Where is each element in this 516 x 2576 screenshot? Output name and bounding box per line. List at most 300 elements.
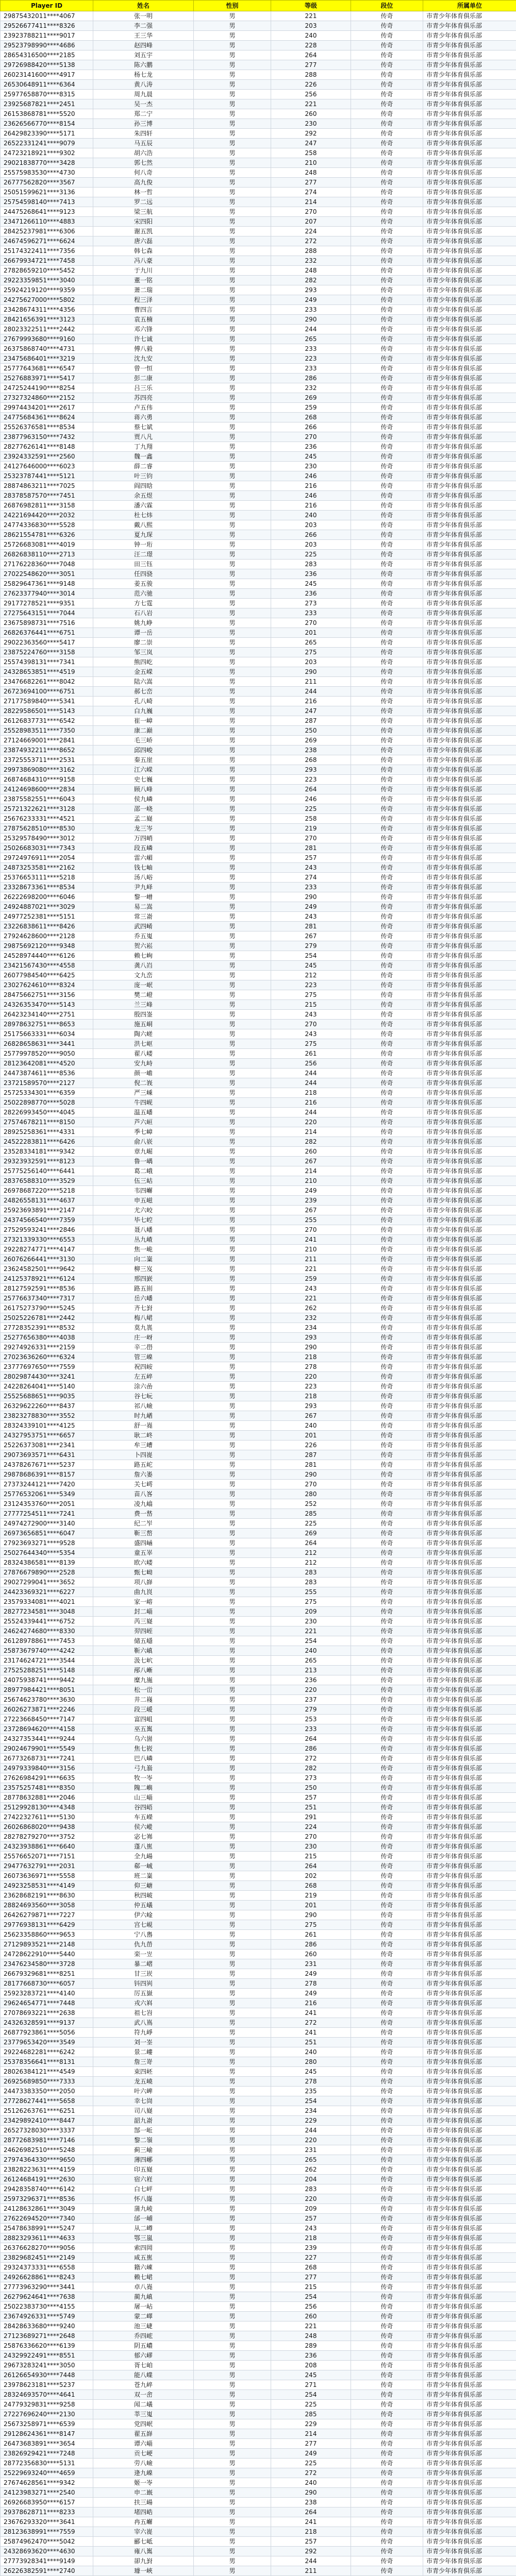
cell-level[interactable]: 201	[271, 628, 351, 638]
cell-gender[interactable]: 男	[194, 941, 271, 951]
cell-tier[interactable]: 传奇	[351, 2507, 423, 2517]
cell-player-id[interactable]: 28229586501****5143	[1, 706, 93, 716]
cell-tier[interactable]: 传奇	[351, 2087, 423, 2096]
cell-unit[interactable]: 市青少年体育俱乐部	[423, 2077, 516, 2087]
cell-name[interactable]: 宫七峴	[93, 1920, 194, 1930]
cell-name[interactable]: 武四崤	[93, 922, 194, 931]
cell-gender[interactable]: 男	[194, 2184, 271, 2194]
cell-gender[interactable]: 男	[194, 765, 271, 775]
cell-level[interactable]: 290	[271, 1910, 351, 1920]
cell-gender[interactable]: 男	[194, 1959, 271, 1969]
cell-name[interactable]: 蓟三崳	[93, 2145, 194, 2155]
cell-name[interactable]: 堵四峼	[93, 2507, 194, 2517]
table-row[interactable]	[1, 922, 516, 931]
cell-name[interactable]: 凌九嶖	[93, 1499, 194, 1509]
cell-level[interactable]: 226	[271, 80, 351, 90]
cell-name[interactable]: 苏四亮	[93, 393, 194, 403]
cell-level[interactable]: 262	[271, 1303, 351, 1313]
cell-level[interactable]: 265	[271, 2155, 351, 2165]
cell-name[interactable]: 景二嶁	[93, 2047, 194, 2057]
cell-name[interactable]: 栾一岦	[93, 1950, 194, 1959]
cell-player-id[interactable]: 28824693560****3058	[1, 1901, 93, 1910]
cell-name[interactable]: 辛二嶨	[93, 1343, 194, 1352]
table-row[interactable]	[1, 1617, 516, 1626]
cell-tier[interactable]: 传奇	[351, 1088, 423, 1098]
cell-gender[interactable]: 男	[194, 1881, 271, 1891]
table-row[interactable]	[1, 50, 516, 60]
cell-gender[interactable]: 男	[194, 1460, 271, 1470]
cell-player-id[interactable]: 27227696240****2130	[1, 2410, 93, 2419]
cell-unit[interactable]: 市青少年体育俱乐部	[423, 139, 516, 148]
cell-tier[interactable]: 传奇	[351, 755, 423, 765]
cell-unit[interactable]: 市青少年体育俱乐部	[423, 50, 516, 60]
table-row[interactable]	[1, 2028, 516, 2038]
cell-name[interactable]: 贺六崧	[93, 941, 194, 951]
cell-player-id[interactable]: 27123689271****2648	[1, 2331, 93, 2341]
cell-level[interactable]: 221	[271, 1294, 351, 1303]
cell-gender[interactable]: 男	[194, 1773, 271, 1783]
table-row[interactable]	[1, 1705, 516, 1715]
cell-player-id[interactable]: 27923693271****9528	[1, 1538, 93, 1548]
cell-unit[interactable]: 市青少年体育俱乐部	[423, 511, 516, 520]
cell-unit[interactable]: 市青少年体育俱乐部	[423, 1343, 516, 1352]
cell-player-id[interactable]: 24924887021****3029	[1, 902, 93, 912]
table-row[interactable]	[1, 883, 516, 892]
cell-name[interactable]: 张一明	[93, 11, 194, 21]
cell-name[interactable]: 曹四言	[93, 305, 194, 315]
cell-level[interactable]: 212	[271, 1558, 351, 1568]
cell-gender[interactable]: 男	[194, 452, 271, 462]
cell-unit[interactable]: 市青少年体育俱乐部	[423, 2498, 516, 2507]
table-row[interactable]	[1, 599, 516, 608]
cell-gender[interactable]: 男	[194, 2312, 271, 2321]
cell-unit[interactable]: 市青少年体育俱乐部	[423, 2233, 516, 2243]
table-row[interactable]	[1, 1764, 516, 1773]
cell-tier[interactable]: 传奇	[351, 1343, 423, 1352]
cell-unit[interactable]: 市青少年体育俱乐部	[423, 589, 516, 599]
cell-gender[interactable]: 男	[194, 1255, 271, 1264]
table-row[interactable]	[1, 853, 516, 863]
cell-name[interactable]: 班二嶪	[93, 1871, 194, 1881]
cell-tier[interactable]: 传奇	[351, 1147, 423, 1157]
cell-tier[interactable]: 传奇	[351, 1950, 423, 1959]
cell-unit[interactable]: 市青少年体育俱乐部	[423, 1871, 516, 1881]
cell-level[interactable]: 251	[271, 1803, 351, 1812]
cell-unit[interactable]: 市青少年体育俱乐部	[423, 1010, 516, 1020]
table-row[interactable]	[1, 589, 516, 599]
cell-tier[interactable]: 传奇	[351, 2302, 423, 2312]
cell-level[interactable]: 260	[271, 109, 351, 119]
cell-name[interactable]: 鄂三嵐	[93, 2233, 194, 2243]
cell-tier[interactable]: 传奇	[351, 1049, 423, 1059]
cell-unit[interactable]: 市青少年体育俱乐部	[423, 178, 516, 188]
cell-gender[interactable]: 男	[194, 2057, 271, 2067]
cell-tier[interactable]: 传奇	[351, 452, 423, 462]
cell-unit[interactable]: 市青少年体育俱乐部	[423, 1020, 516, 1029]
table-row[interactable]	[1, 2292, 516, 2302]
table-row[interactable]	[1, 1323, 516, 1333]
table-row[interactable]	[1, 2008, 516, 2018]
cell-tier[interactable]: 传奇	[351, 2273, 423, 2282]
cell-level[interactable]: 272	[271, 2468, 351, 2478]
cell-gender[interactable]: 男	[194, 1098, 271, 1108]
cell-tier[interactable]: 传奇	[351, 1930, 423, 1940]
cell-level[interactable]: 210	[271, 158, 351, 168]
cell-gender[interactable]: 男	[194, 1137, 271, 1147]
cell-name[interactable]: 富四岨	[93, 1715, 194, 1724]
cell-tier[interactable]: 传奇	[351, 1010, 423, 1020]
table-row[interactable]	[1, 990, 516, 1000]
cell-player-id[interactable]: 26175273790****5245	[1, 1303, 93, 1313]
cell-name[interactable]: 暴二嶍	[93, 1959, 194, 1969]
cell-player-id[interactable]: 27574678211****8150	[1, 1117, 93, 1127]
cell-gender[interactable]: 男	[194, 1891, 271, 1901]
cell-gender[interactable]: 男	[194, 1313, 271, 1323]
table-row[interactable]	[1, 657, 516, 667]
cell-name[interactable]: 糜九崺	[93, 1675, 194, 1685]
cell-player-id[interactable]: 27773963290****3441	[1, 2282, 93, 2292]
cell-gender[interactable]: 男	[194, 2253, 271, 2263]
cell-unit[interactable]: 市青少年体育俱乐部	[423, 1294, 516, 1303]
cell-player-id[interactable]: 25027644340****5354	[1, 1548, 93, 1558]
cell-player-id[interactable]: 26376628270****9056	[1, 2243, 93, 2253]
cell-level[interactable]: 271	[271, 2380, 351, 2390]
cell-player-id[interactable]: 24826558131****4637	[1, 1196, 93, 1206]
cell-gender[interactable]: 男	[194, 1636, 271, 1646]
cell-gender[interactable]: 男	[194, 188, 271, 197]
cell-level[interactable]: 231	[271, 2145, 351, 2155]
cell-gender[interactable]: 男	[194, 2292, 271, 2302]
cell-gender[interactable]: 男	[194, 1734, 271, 1744]
cell-tier[interactable]: 传奇	[351, 1519, 423, 1529]
table-row[interactable]	[1, 520, 516, 530]
cell-level[interactable]: 208	[271, 2361, 351, 2370]
cell-tier[interactable]: 传奇	[351, 1450, 423, 1460]
cell-name[interactable]: 方七霆	[93, 599, 194, 608]
cell-player-id[interactable]: 24926628861****8243	[1, 2273, 93, 2282]
cell-player-id[interactable]: 28324339101****4125	[1, 1421, 93, 1431]
cell-gender[interactable]: 男	[194, 1666, 271, 1675]
cell-name[interactable]: 岳六嶓	[93, 1294, 194, 1303]
cell-tier[interactable]: 传奇	[351, 188, 423, 197]
cell-tier[interactable]: 传奇	[351, 1861, 423, 1871]
cell-tier[interactable]: 传奇	[351, 403, 423, 413]
cell-level[interactable]: 269	[271, 393, 351, 403]
cell-level[interactable]: 269	[271, 1529, 351, 1538]
cell-level[interactable]: 257	[271, 2214, 351, 2224]
cell-name[interactable]: 林一哲	[93, 188, 194, 197]
cell-tier[interactable]: 传奇	[351, 80, 423, 90]
cell-tier[interactable]: 传奇	[351, 599, 423, 608]
cell-gender[interactable]: 男	[194, 1147, 271, 1157]
cell-player-id[interactable]: 24473383350****2050	[1, 2087, 93, 2096]
cell-name[interactable]: 逄九嵲	[93, 2468, 194, 2478]
cell-player-id[interactable]: 25674623780****3630	[1, 1695, 93, 1705]
cell-tier[interactable]: 传奇	[351, 2145, 423, 2155]
cell-unit[interactable]: 市青少年体育俱乐部	[423, 775, 516, 785]
table-row[interactable]	[1, 1587, 516, 1597]
cell-gender[interactable]: 男	[194, 2273, 271, 2282]
cell-tier[interactable]: 传奇	[351, 1734, 423, 1744]
cell-level[interactable]: 221	[271, 1626, 351, 1636]
cell-level[interactable]: 225	[271, 1519, 351, 1529]
cell-gender[interactable]: 男	[194, 657, 271, 667]
cell-gender[interactable]: 男	[194, 706, 271, 716]
cell-player-id[interactable]: 25829647361****9148	[1, 579, 93, 589]
cell-tier[interactable]: 传奇	[351, 1822, 423, 1832]
cell-unit[interactable]: 市青少年体育俱乐部	[423, 1656, 516, 1666]
cell-level[interactable]: 230	[271, 462, 351, 471]
cell-level[interactable]: 289	[271, 2341, 351, 2351]
cell-unit[interactable]: 市青少年体育俱乐部	[423, 1470, 516, 1480]
cell-gender[interactable]: 男	[194, 236, 271, 246]
cell-name[interactable]: 冉五嶰	[93, 2517, 194, 2527]
cell-level[interactable]: 264	[271, 785, 351, 794]
cell-gender[interactable]: 男	[194, 1010, 271, 1020]
cell-name[interactable]: 雷六嵋	[93, 853, 194, 863]
cell-tier[interactable]: 传奇	[351, 2468, 423, 2478]
cell-gender[interactable]: 男	[194, 1401, 271, 1411]
table-row[interactable]	[1, 2566, 516, 2576]
cell-name[interactable]: 印五嶷	[93, 2165, 194, 2175]
cell-gender[interactable]: 男	[194, 11, 271, 21]
cell-level[interactable]: 270	[271, 834, 351, 843]
cell-level[interactable]: 258	[271, 148, 351, 158]
cell-level[interactable]: 250	[271, 1783, 351, 1793]
table-row[interactable]	[1, 188, 516, 197]
cell-name[interactable]: 龙五嶢	[93, 2077, 194, 2087]
cell-level[interactable]: 252	[271, 1499, 351, 1509]
cell-gender[interactable]: 男	[194, 2126, 271, 2136]
cell-unit[interactable]: 市青少年体育俱乐部	[423, 2419, 516, 2429]
table-row[interactable]	[1, 1959, 516, 1969]
cell-unit[interactable]: 市青少年体育俱乐部	[423, 2008, 516, 2018]
cell-name[interactable]: 申二嶯	[93, 2488, 194, 2498]
cell-player-id[interactable]: 23476682261****8042	[1, 677, 93, 687]
cell-player-id[interactable]: 29024679901****5549	[1, 1744, 93, 1754]
cell-unit[interactable]: 市青少年体育俱乐部	[423, 1186, 516, 1196]
cell-tier[interactable]: 传奇	[351, 2282, 423, 2292]
cell-player-id[interactable]: 25026683031****7343	[1, 843, 93, 853]
cell-unit[interactable]: 市青少年体育俱乐部	[423, 1362, 516, 1372]
cell-name[interactable]: 璩一峽	[93, 2566, 194, 2576]
cell-name[interactable]: 松一峃	[93, 1685, 194, 1695]
cell-unit[interactable]: 市青少年体育俱乐部	[423, 148, 516, 158]
cell-level[interactable]: 216	[271, 697, 351, 706]
cell-name[interactable]: 司八嶷	[93, 2106, 194, 2116]
cell-level[interactable]: 234	[271, 2106, 351, 2116]
cell-unit[interactable]: 市青少年体育俱乐部	[423, 1636, 516, 1646]
table-row[interactable]	[1, 931, 516, 941]
cell-tier[interactable]: 传奇	[351, 1548, 423, 1558]
table-row[interactable]	[1, 1411, 516, 1421]
table-row[interactable]	[1, 354, 516, 364]
cell-player-id[interactable]: 24378267671****5237	[1, 1460, 93, 1470]
cell-name[interactable]: 时九崷	[93, 1411, 194, 1421]
table-row[interactable]	[1, 1675, 516, 1685]
cell-unit[interactable]: 市青少年体育俱乐部	[423, 618, 516, 628]
cell-player-id[interactable]: 28621554781****6326	[1, 530, 93, 540]
cell-player-id[interactable]: 23777697650****7559	[1, 1362, 93, 1372]
table-row[interactable]	[1, 765, 516, 775]
table-row[interactable]	[1, 491, 516, 501]
cell-tier[interactable]: 传奇	[351, 491, 423, 501]
cell-name[interactable]: 韩七森	[93, 246, 194, 256]
cell-unit[interactable]: 市青少年体育俱乐部	[423, 1568, 516, 1578]
cell-player-id[interactable]: 26877923861****5056	[1, 2028, 93, 2038]
cell-tier[interactable]: 传奇	[351, 1998, 423, 2008]
cell-tier[interactable]: 传奇	[351, 1323, 423, 1333]
table-row[interactable]	[1, 1069, 516, 1078]
cell-level[interactable]: 270	[271, 1832, 351, 1842]
cell-player-id[interactable]: 25977658870****8315	[1, 90, 93, 99]
cell-tier[interactable]: 传奇	[351, 413, 423, 422]
cell-unit[interactable]: 市青少年体育俱乐部	[423, 569, 516, 579]
cell-tier[interactable]: 传奇	[351, 1499, 423, 1509]
table-row[interactable]	[1, 432, 516, 442]
cell-tier[interactable]: 传奇	[351, 560, 423, 569]
cell-level[interactable]: 248	[271, 168, 351, 178]
cell-player-id[interactable]: 23676293320****3641	[1, 2517, 93, 2527]
cell-level[interactable]: 258	[271, 814, 351, 824]
cell-player-id[interactable]: 24328653851****4519	[1, 667, 93, 677]
cell-player-id[interactable]: 23874932211****8652	[1, 745, 93, 755]
table-row[interactable]	[1, 266, 516, 276]
cell-tier[interactable]: 传奇	[351, 501, 423, 511]
cell-player-id[interactable]: 27728627441****5658	[1, 2096, 93, 2106]
cell-player-id[interactable]: 25623358860****9653	[1, 1930, 93, 1940]
table-row[interactable]	[1, 1313, 516, 1323]
cell-player-id[interactable]: 29477632791****2031	[1, 1861, 93, 1871]
cell-level[interactable]: 244	[271, 1108, 351, 1117]
cell-level[interactable]: 275	[271, 648, 351, 657]
cell-name[interactable]: 杨七龙	[93, 70, 194, 80]
table-row[interactable]	[1, 2155, 516, 2165]
cell-name[interactable]: 毛三峤	[93, 736, 194, 745]
cell-level[interactable]: 277	[271, 2439, 351, 2449]
cell-unit[interactable]: 市青少年体育俱乐部	[423, 2556, 516, 2566]
cell-gender[interactable]: 男	[194, 501, 271, 511]
cell-unit[interactable]: 市青少年体育俱乐部	[423, 442, 516, 452]
table-row[interactable]	[1, 462, 516, 471]
cell-level[interactable]: 218	[271, 1088, 351, 1098]
table-row[interactable]	[1, 2370, 516, 2380]
cell-gender[interactable]: 男	[194, 716, 271, 726]
cell-level[interactable]: 265	[271, 638, 351, 648]
cell-tier[interactable]: 传奇	[351, 589, 423, 599]
cell-unit[interactable]: 市青少年体育俱乐部	[423, 99, 516, 109]
table-row[interactable]	[1, 501, 516, 511]
cell-name[interactable]: 井二嶘	[93, 1695, 194, 1705]
cell-level[interactable]: 210	[271, 1176, 351, 1186]
cell-level[interactable]: 286	[271, 1940, 351, 1950]
cell-unit[interactable]: 市青少年体育俱乐部	[423, 1255, 516, 1264]
cell-name[interactable]: 田三钰	[93, 560, 194, 569]
cell-level[interactable]: 249	[271, 902, 351, 912]
cell-gender[interactable]: 男	[194, 1509, 271, 1519]
cell-tier[interactable]: 传奇	[351, 2527, 423, 2537]
cell-unit[interactable]: 市青少年体育俱乐部	[423, 1225, 516, 1235]
cell-tier[interactable]: 传奇	[351, 667, 423, 677]
cell-gender[interactable]: 男	[194, 2106, 271, 2116]
cell-gender[interactable]: 男	[194, 1852, 271, 1861]
cell-tier[interactable]: 传奇	[351, 2390, 423, 2400]
cell-player-id[interactable]: 28428633680****9240	[1, 2321, 93, 2331]
table-row[interactable]	[1, 1127, 516, 1137]
cell-unit[interactable]: 市青少年体育俱乐部	[423, 1303, 516, 1313]
cell-unit[interactable]: 市青少年体育俱乐部	[423, 599, 516, 608]
cell-gender[interactable]: 男	[194, 1930, 271, 1940]
cell-player-id[interactable]: 24128632861****3049	[1, 2204, 93, 2214]
table-row[interactable]	[1, 344, 516, 354]
cell-level[interactable]: 225	[271, 2459, 351, 2468]
cell-level[interactable]: 267	[271, 1157, 351, 1166]
cell-unit[interactable]: 市青少年体育俱乐部	[423, 2194, 516, 2204]
cell-player-id[interactable]: 29526677411****8326	[1, 21, 93, 31]
cell-gender[interactable]: 男	[194, 618, 271, 628]
table-row[interactable]	[1, 1715, 516, 1724]
table-row[interactable]	[1, 1059, 516, 1069]
cell-name[interactable]: 项八嶭	[93, 1578, 194, 1587]
cell-unit[interactable]: 市青少年体育俱乐部	[423, 1108, 516, 1117]
cell-player-id[interactable]: 23875582551****6043	[1, 794, 93, 804]
cell-level[interactable]: 244	[271, 325, 351, 334]
cell-player-id[interactable]: 28378587570****7451	[1, 491, 93, 501]
cell-name[interactable]: 巴八嶙	[93, 1754, 194, 1764]
table-row[interactable]	[1, 1881, 516, 1891]
cell-name[interactable]: 潘六霖	[93, 501, 194, 511]
cell-level[interactable]: 249	[271, 1969, 351, 1979]
cell-player-id[interactable]: 29523798990****4686	[1, 41, 93, 50]
cell-unit[interactable]: 市青少年体育俱乐部	[423, 2243, 516, 2253]
cell-player-id[interactable]: 27529593241****2846	[1, 1225, 93, 1235]
table-row[interactable]	[1, 608, 516, 618]
cell-unit[interactable]: 市青少年体育俱乐部	[423, 207, 516, 217]
cell-player-id[interactable]: 25973296371****8536	[1, 2194, 93, 2204]
cell-name[interactable]: 任四骁	[93, 569, 194, 579]
cell-player-id[interactable]: 25175663331****6034	[1, 1029, 93, 1039]
table-row[interactable]	[1, 1206, 516, 1215]
table-row[interactable]	[1, 2419, 516, 2429]
cell-gender[interactable]: 男	[194, 1303, 271, 1313]
table-row[interactable]	[1, 863, 516, 873]
cell-player-id[interactable]: 28023322511****2442	[1, 325, 93, 334]
cell-tier[interactable]: 传奇	[351, 794, 423, 804]
cell-unit[interactable]: 市青少年体育俱乐部	[423, 2292, 516, 2302]
cell-level[interactable]: 270	[271, 432, 351, 442]
cell-unit[interactable]: 市青少年体育俱乐部	[423, 2224, 516, 2233]
cell-name[interactable]: 山三崰	[93, 1793, 194, 1803]
cell-unit[interactable]: 市青少年体育俱乐部	[423, 648, 516, 657]
cell-level[interactable]: 245	[271, 2067, 351, 2077]
table-row[interactable]	[1, 295, 516, 305]
cell-gender[interactable]: 男	[194, 80, 271, 90]
cell-level[interactable]: 270	[271, 207, 351, 217]
table-row[interactable]	[1, 1734, 516, 1744]
cell-tier[interactable]: 传奇	[351, 608, 423, 618]
cell-level[interactable]: 223	[271, 775, 351, 785]
cell-name[interactable]: 赖七峮	[93, 2273, 194, 2282]
cell-name[interactable]: 钱七岫	[93, 863, 194, 873]
cell-unit[interactable]: 市青少年体育俱乐部	[423, 1157, 516, 1166]
cell-gender[interactable]: 男	[194, 883, 271, 892]
cell-tier[interactable]: 传奇	[351, 961, 423, 971]
cell-level[interactable]: 256	[271, 2302, 351, 2312]
table-row[interactable]	[1, 70, 516, 80]
cell-player-id[interactable]: 23429892410****8447	[1, 2116, 93, 2126]
cell-player-id[interactable]: 29021838770****3428	[1, 158, 93, 168]
cell-tier[interactable]: 传奇	[351, 883, 423, 892]
